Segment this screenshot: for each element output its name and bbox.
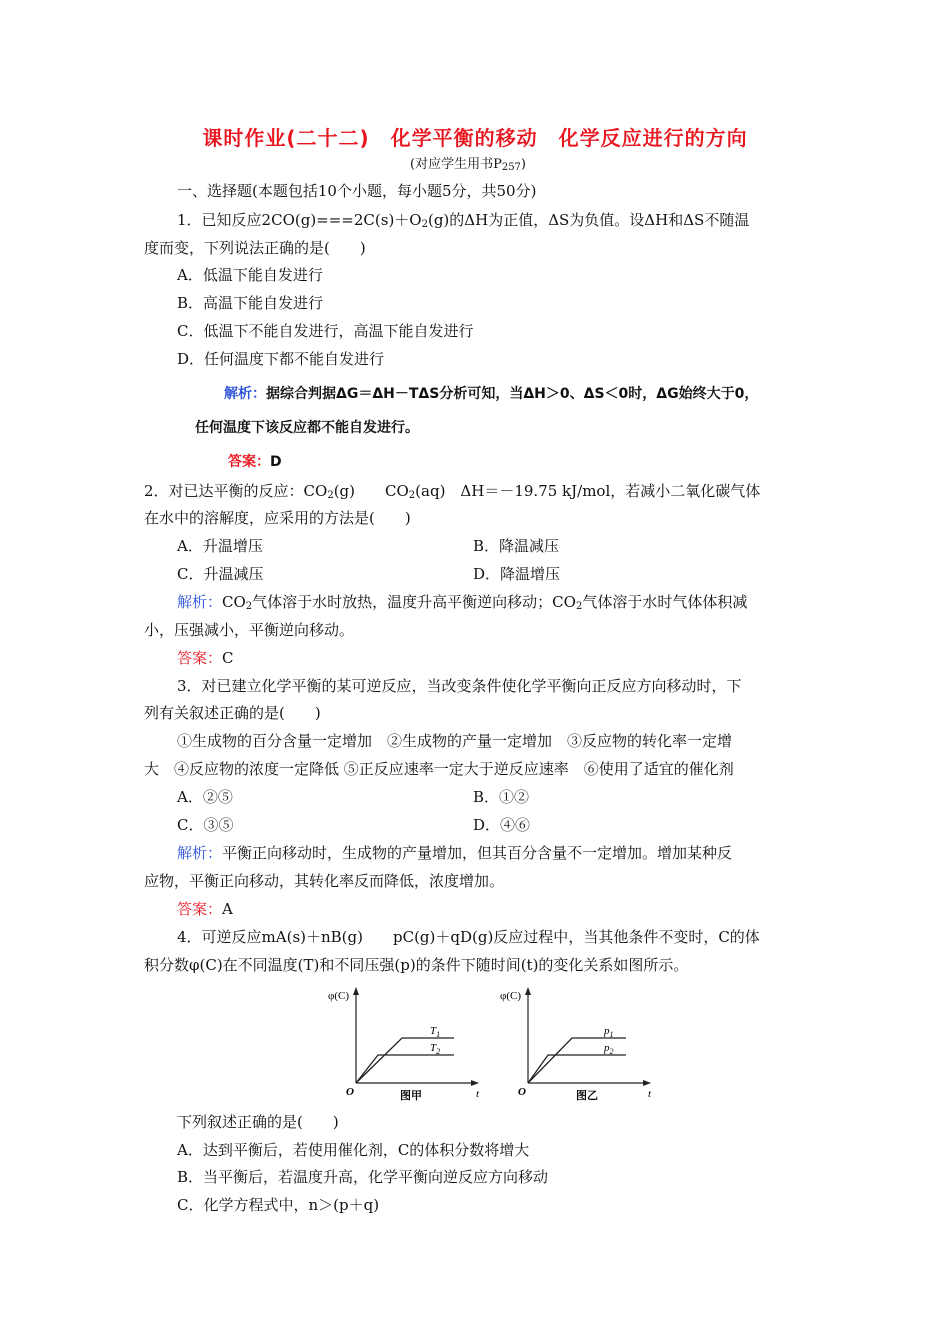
q2-stem-line1: 2．对已达平衡的反应：$CO_2(g)$ $CO_2(aq)$ ΔH＝－19.75 kJ/mol，若减小二氧化碳气体 — [144, 482, 761, 501]
figure-jia — [324, 983, 494, 1103]
y-axis-arrow — [353, 987, 359, 995]
p1-label: $p_1$ — [604, 1025, 614, 1039]
x-label: t — [648, 1088, 652, 1100]
q3-option-d: D．④⑥ — [473, 816, 531, 834]
q4-option-c: C．化学方程式中，n＞(p＋q) — [177, 1196, 380, 1214]
y-label: φ(C) — [328, 990, 350, 1002]
curve-t1 — [356, 1038, 454, 1083]
q2-analysis-line1: 解析：$CO_2$气体溶于水时放热，温度升高平衡逆向移动；$CO_2$气体溶于水时气体体积减 — [177, 593, 748, 612]
q1-option-d: D．任何温度下都不能自发进行 — [177, 350, 385, 368]
q3-analysis-line1: 解析：平衡正向移动时，生成物的产量增加，但其百分含量不一定增加。增加某种反 — [177, 844, 733, 862]
q4-option-a: A．达到平衡后，若使用催化剂，C的体积分数将增大 — [177, 1141, 530, 1159]
curve-p1 — [528, 1038, 626, 1083]
q3-answer: 答案：A — [177, 900, 233, 918]
origin-label: O — [518, 1086, 526, 1098]
q3-analysis-line2: 应物，平衡正向移动，其转化率反而降低，浓度增加。 — [144, 872, 505, 890]
figure-jia-graph — [324, 983, 494, 1103]
q1-option-b: B．高温下能自发进行 — [177, 294, 324, 312]
q3-option-c: C．③⑤ — [177, 816, 234, 834]
q2-option-a: A．升温增压 — [177, 537, 263, 555]
q2-option-d: D．降温增压 — [473, 565, 561, 583]
q3-stem-line4: 大 ④反应物的浓度一定降低 ⑤正反应速率一定大于逆反应速率 ⑥使用了适宜的催化剂 — [144, 760, 734, 778]
page-title: 课时作业(二十二) 化学平衡的移动 化学反应进行的方向 — [202, 126, 748, 150]
t2-label: $T_2$ — [430, 1042, 441, 1056]
figure-yi-graph — [496, 983, 666, 1103]
q4-option-b: B．当平衡后，若温度升高，化学平衡向逆反应方向移动 — [177, 1168, 549, 1186]
t1-label: $T_1$ — [430, 1025, 441, 1039]
figure-yi — [496, 983, 666, 1103]
q3-option-a: A．②⑤ — [177, 788, 233, 806]
section-heading: 一、选择题(本题包括10个小题，每小题5分，共50分) — [177, 182, 537, 200]
q2-answer: 答案：C — [177, 649, 234, 667]
q4-stem-line3: 下列叙述正确的是( ) — [177, 1113, 339, 1131]
q1-analysis-line2: 任何温度下该反应都不能自发进行。 — [195, 420, 419, 436]
q1-analysis-line1: 解析：据综合判据ΔG＝ΔH－TΔS分析可知，当ΔH＞0、ΔS＜0时，ΔG始终大于0， — [224, 386, 759, 402]
x-axis-arrow — [643, 1080, 651, 1086]
q4-stem-line2: 积分数φ(C)在不同温度(T)和不同压强(p)的条件下随时间(t)的变化关系如图所示。 — [144, 956, 689, 974]
figure-yi-caption: 图乙 — [576, 1090, 598, 1102]
q3-stem-line3: ①生成物的百分含量一定增加 ②生成物的产量一定增加 ③反应物的转化率一定增 — [177, 732, 733, 750]
y-axis-arrow — [525, 987, 531, 995]
curve-p2 — [528, 1055, 626, 1083]
figure-jia-caption: 图甲 — [400, 1090, 422, 1102]
q3-stem-line2: 列有关叙述正确的是( ) — [144, 704, 321, 722]
x-label: t — [476, 1088, 480, 1100]
origin-label: O — [346, 1086, 354, 1098]
q2-option-b: B．降温减压 — [473, 537, 560, 555]
x-axis-arrow — [471, 1080, 479, 1086]
q1-answer: 答案：D — [228, 454, 282, 470]
q1-option-a: A．低温下能自发进行 — [177, 266, 323, 284]
q4-stem-line1: 4．可逆反应mA(s)＋nB(g) pC(g)＋qD(g)反应过程中，当其他条件不变时，C的体 — [177, 928, 760, 946]
subtitle: (对应学生用书$P_{257}$) — [410, 157, 526, 173]
y-label: φ(C) — [500, 990, 522, 1002]
q2-analysis-line2: 小，压强减小，平衡逆向移动。 — [144, 621, 355, 639]
q2-stem-line2: 在水中的溶解度，应采用的方法是( ) — [144, 509, 411, 527]
q2-option-c: C．升温减压 — [177, 565, 264, 583]
q1-option-c: C．低温下不能自发进行，高温下能自发进行 — [177, 322, 474, 340]
p2-label: $p_2$ — [604, 1042, 614, 1056]
q1-stem-line2: 度而变，下列说法正确的是( ) — [144, 239, 366, 257]
q3-stem-line1: 3．对已建立化学平衡的某可逆反应，当改变条件使化学平衡向正反应方向移动时，下 — [177, 677, 742, 695]
q1-stem-line1: 1．已知反应$2CO(g)===2C(s)+O_2(g)$的ΔH为正值，ΔS为负值。设ΔH和ΔS不随温 — [177, 211, 750, 230]
q3-option-b: B．①② — [473, 788, 530, 806]
